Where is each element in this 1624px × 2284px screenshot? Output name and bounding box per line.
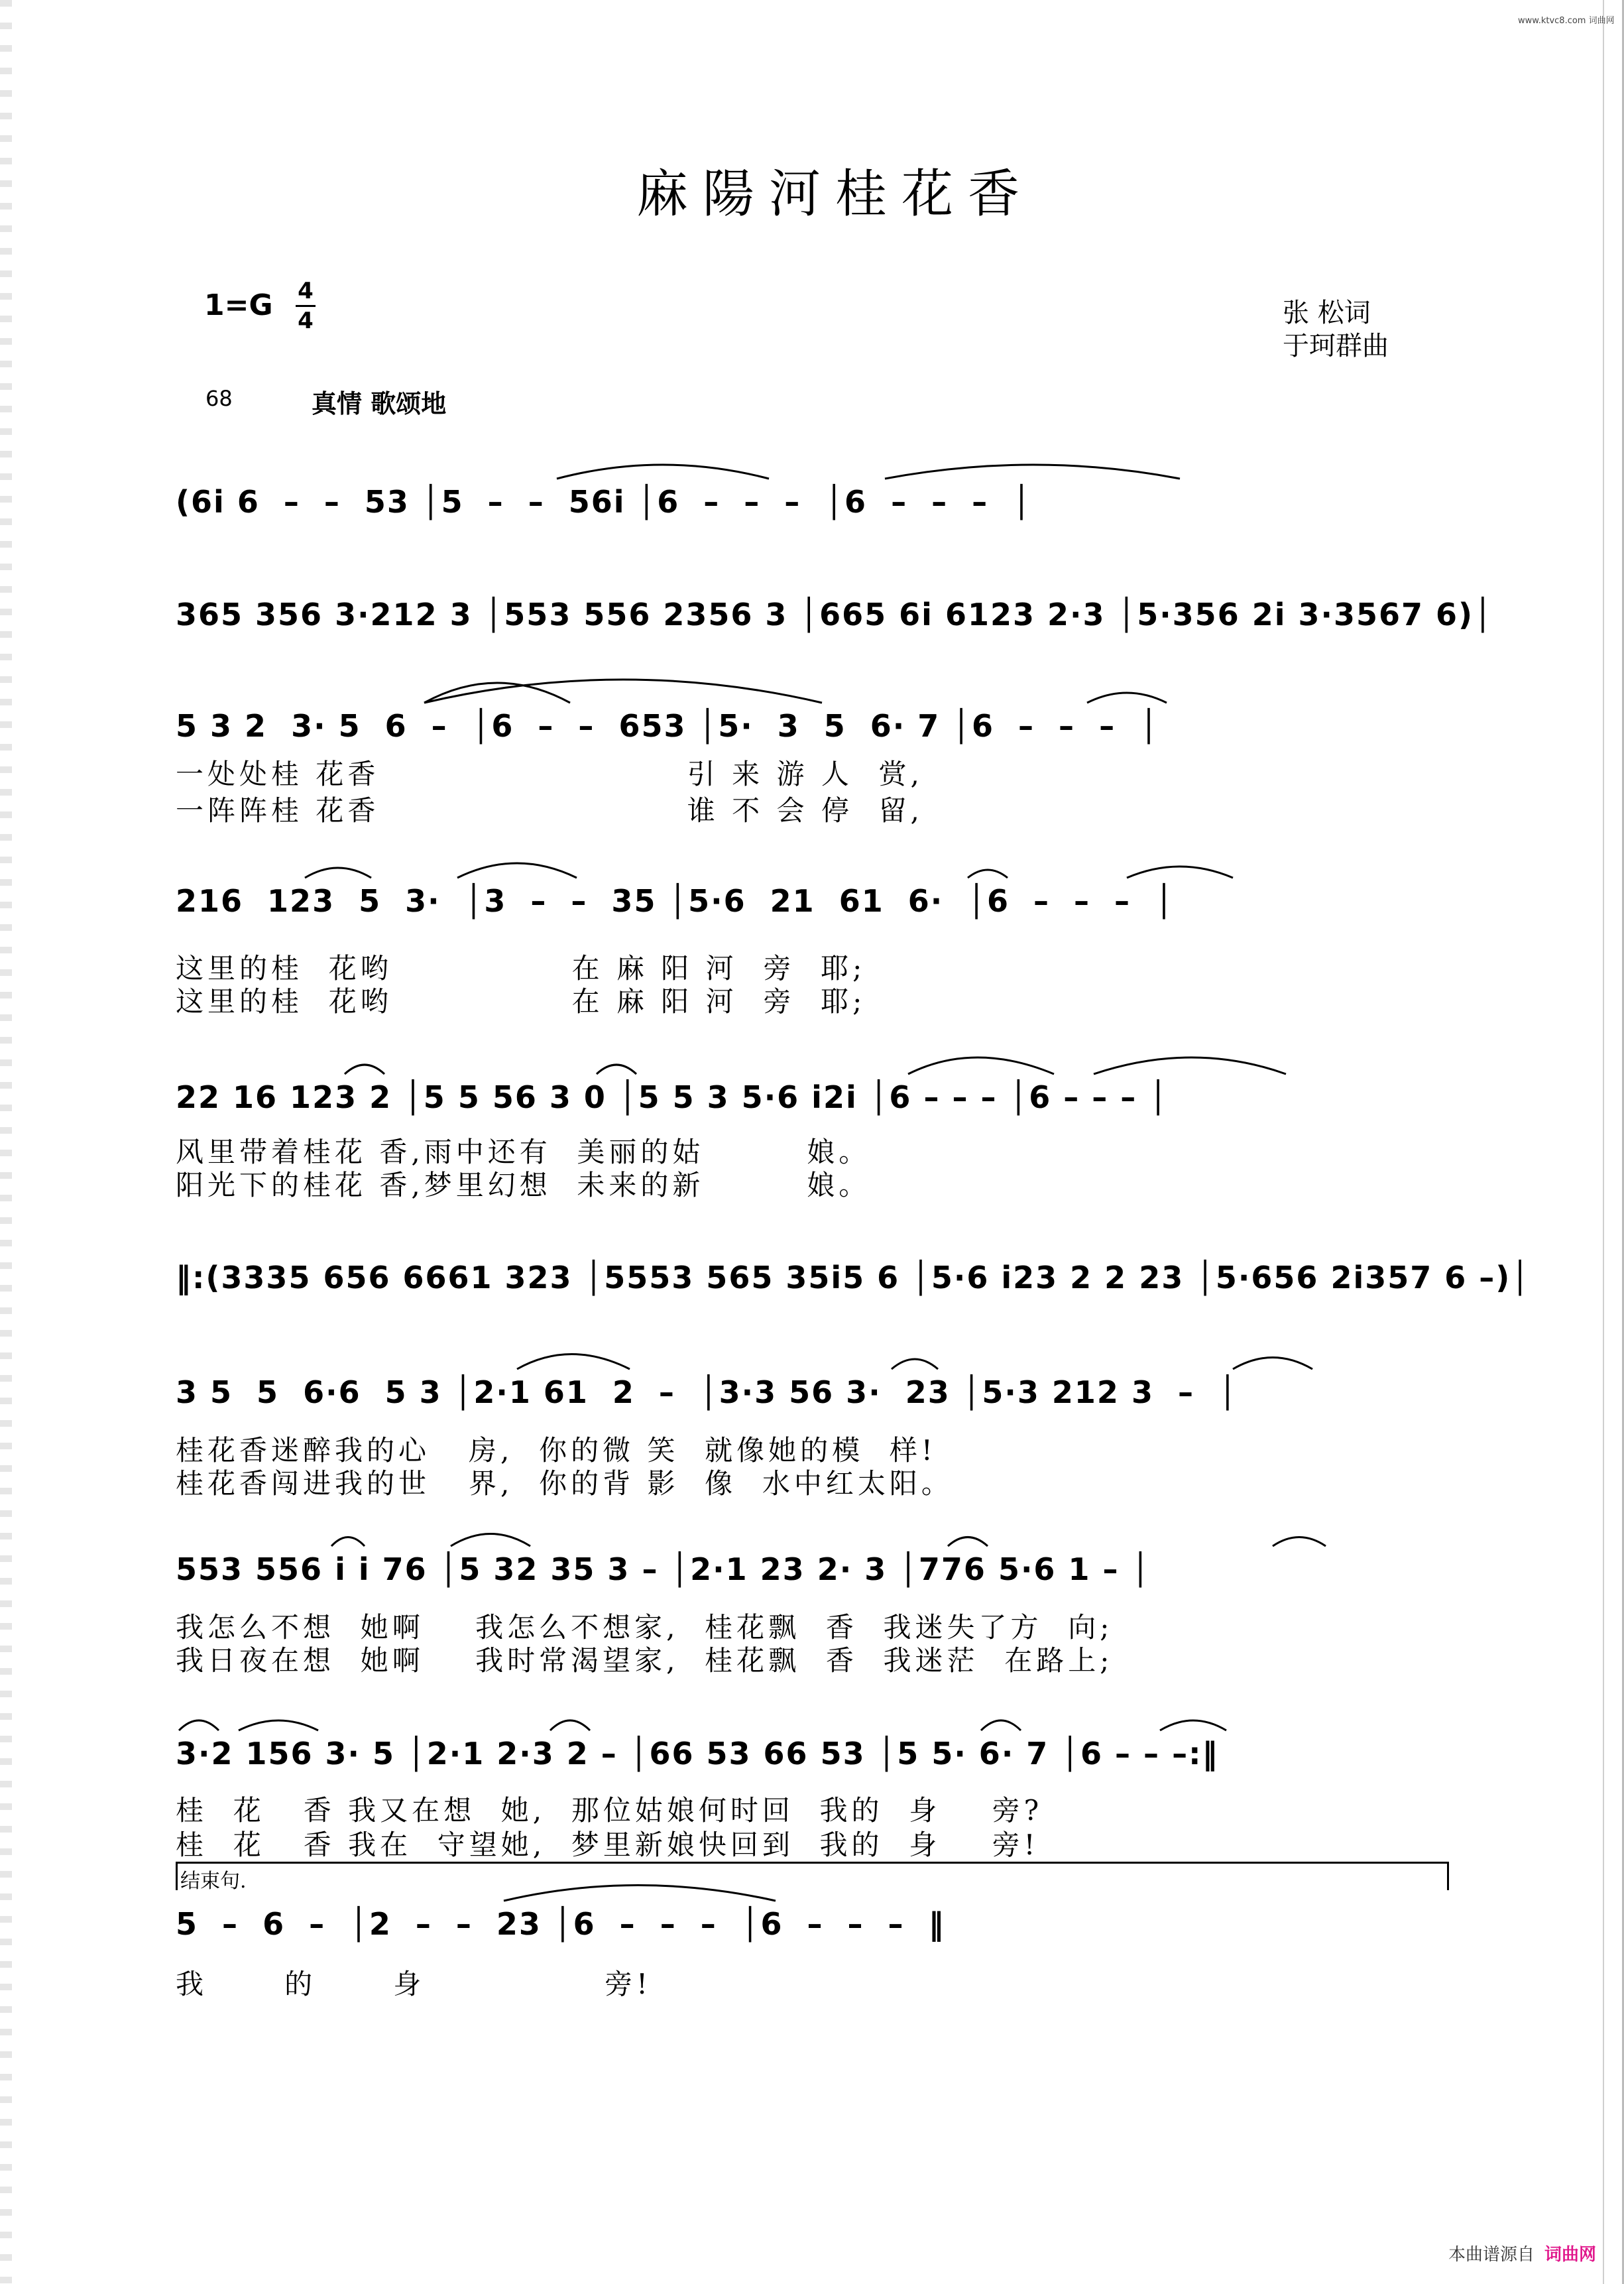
slur — [1160, 1720, 1226, 1730]
time-bottom: 4 — [298, 308, 314, 334]
lyric-row-3-verse-1: 一处处桂 花香 引 来 游 人 赏, — [176, 758, 923, 790]
lyric-row-4-verse-1: 这里的桂 花哟 在 麻 阳 河 旁 耶; — [176, 952, 866, 985]
slur — [331, 1537, 365, 1547]
score-row-1: (6i 6 – – 53 │5 – – 56i │6 – – – │6 – – – │ — [176, 484, 1032, 520]
lyric-row-5-verse-1: 风里带着桂花 香,雨中还有 美丽的姑 娘。 — [176, 1136, 871, 1168]
slur — [981, 1720, 1021, 1730]
composer-credit: 于珂群曲 — [1283, 331, 1389, 361]
footer-site-link[interactable]: 词曲网 — [1544, 2245, 1597, 2265]
score-row-10: 5 – 6 – │2 – – 23 │6 – – – │6 – – – ‖ — [176, 1906, 945, 1942]
slur — [1273, 1537, 1326, 1547]
tempo-marking: 真情 歌颂地 — [312, 389, 447, 418]
slur — [892, 1359, 938, 1369]
score-row-4: 216 123 5 3· │3 – – 35 │5·6 21 61 6· │6 – – – │ — [176, 883, 1175, 919]
slur — [1233, 1358, 1312, 1370]
slur — [305, 868, 371, 878]
slur — [239, 1720, 318, 1730]
key-signature: 1=G — [204, 288, 273, 322]
ending-label: 结束句. — [180, 1870, 247, 1893]
slur — [345, 1065, 384, 1074]
tempo-number: 68 — [205, 386, 233, 411]
score-row-2: 365 356 3·212 3 │553 556 2356 3 │665 6i 6123 2·3 │5·356 2i 3·3567 6)│ — [176, 597, 1493, 632]
score-row-3: 5 3 2 3· 5 6 – │6 – – 653 │5· 3 5 6· 7 │6 – – – │ — [176, 708, 1159, 744]
slur — [424, 683, 570, 703]
slur — [517, 1354, 630, 1370]
lyric-row-4-verse-2: 这里的桂 花哟 在 麻 阳 河 旁 耶; — [176, 985, 866, 1018]
site-watermark[interactable]: www.ktvc8.com 词曲网 — [1518, 16, 1615, 26]
time-top: 4 — [298, 278, 314, 304]
lyric-row-9-verse-2: 桂 花 香 我在 守望她, 梦里新娘快回到 我的 身 旁! — [176, 1829, 1039, 1861]
slur — [179, 1720, 219, 1730]
song-title: 麻陽河桂花香 — [636, 164, 1035, 224]
lyric-row-10: 我 的 身 旁! — [176, 1968, 652, 2000]
footer-source: 本曲谱源自 — [1448, 2245, 1535, 2265]
lyric-row-3-verse-2: 一阵阵桂 花香 谁 不 会 停 留, — [176, 794, 923, 827]
slur — [504, 1886, 776, 1901]
lyric-row-7-verse-2: 桂花香闯进我的世 界, 你的背 影 像 水中红太阳。 — [176, 1467, 953, 1500]
slur — [1127, 867, 1233, 878]
lyricist-credit: 张 松词 — [1283, 298, 1371, 328]
slur — [1087, 693, 1167, 703]
slur — [457, 863, 577, 878]
lyric-row-9-verse-1: 桂 花 香 我又在想 她, 那位姑娘何时回 我的 身 旁? — [176, 1794, 1043, 1827]
lyric-row-7-verse-1: 桂花香迷醉我的心 房, 你的微 笑 就像她的模 样! — [176, 1434, 937, 1467]
score-row-7: 3 5 5 6·6 5 3 │2·1 61 2 – │3·3 56 3· 23 │5·3 212 3 – │ — [176, 1374, 1238, 1410]
score-row-8: 553 556 i i 76 │5 32 35 3 – │2·1 23 2· 3 │776 5·6 1 – │ — [176, 1551, 1151, 1587]
score-row-9: 3·2 156 3· 5 │2·1 2·3 2 – │66 53 66 53 │5 5· 6· 7 │6 – – –:‖ — [176, 1736, 1219, 1772]
slur — [968, 870, 1008, 878]
score-row-6: ‖:(3335 656 6661 323 │5553 565 35i5 6 │5·6 i23 2 2 23 │5·656 2i357 6 –)│ — [176, 1260, 1531, 1295]
slur — [948, 1537, 988, 1547]
lyric-row-8-verse-2: 我日夜在想 她啊 我时常渴望家, 桂花飘 香 我迷茫 在路上; — [176, 1644, 1114, 1677]
slur — [557, 465, 769, 479]
slur — [908, 1057, 1054, 1074]
lyric-row-8-verse-1: 我怎么不想 她啊 我怎么不想家, 桂花飘 香 我迷失了方 向; — [176, 1611, 1114, 1644]
slur — [1094, 1057, 1286, 1074]
score-row-5: 22 16 123 2 │5 5 56 3 0 │5 5 3 5·6 i2i │6 – – – │6 – – – │ — [176, 1079, 1169, 1115]
slur — [885, 465, 1180, 479]
lyric-row-5-verse-2: 阳光下的桂花 香,梦里幻想 未来的新 娘。 — [176, 1169, 871, 1201]
slur — [451, 1534, 530, 1547]
slur — [550, 1720, 590, 1730]
slur — [597, 1065, 636, 1074]
